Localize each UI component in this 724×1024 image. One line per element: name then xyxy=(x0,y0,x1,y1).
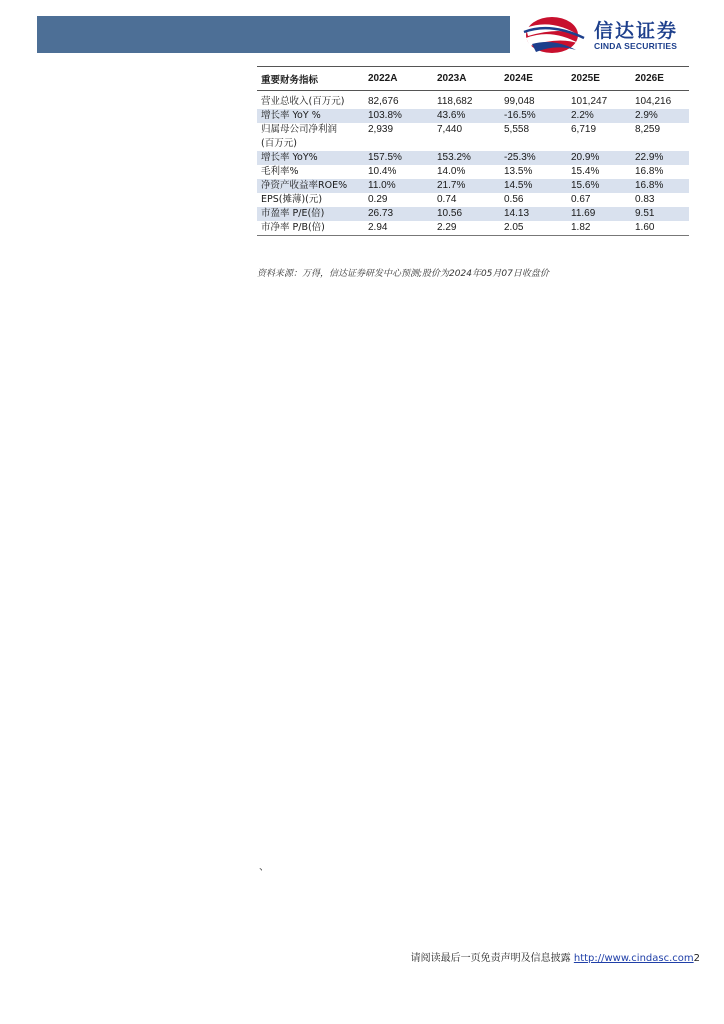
header-2024e: 2024E xyxy=(500,67,567,91)
logo-emblem-icon xyxy=(522,14,590,56)
cell: 14.0% xyxy=(437,166,466,177)
row-label: 净资产收益率ROE% xyxy=(257,179,364,193)
row-label: EPS(摊薄)(元) xyxy=(261,194,323,205)
cell: 104,216 xyxy=(635,96,672,107)
cell: 0.56 xyxy=(504,194,524,205)
cell: 21.7% xyxy=(433,179,500,193)
cell: 13.5% xyxy=(504,166,533,177)
company-logo xyxy=(522,14,702,56)
cell: -25.3% xyxy=(500,151,567,165)
disclaimer-text: 请阅读最后一页免责声明及信息披露 xyxy=(410,953,574,964)
cell: 10.56 xyxy=(433,207,500,221)
cell: 0.29 xyxy=(368,194,388,205)
table-row xyxy=(257,179,689,193)
row-label: 增长率 YoY% xyxy=(257,151,364,165)
cell: 99,048 xyxy=(504,96,535,107)
cell: 2.9% xyxy=(631,109,689,123)
row-label: 毛利率% xyxy=(261,166,299,177)
financial-indicators-table xyxy=(257,66,689,236)
table-row xyxy=(257,95,689,109)
cell: 8,259 xyxy=(635,124,661,135)
cell: 101,247 xyxy=(571,96,608,107)
cell: 2,939 xyxy=(368,124,394,135)
row-label-line1: 归属母公司净利润 xyxy=(261,124,338,135)
cell: 22.9% xyxy=(631,151,689,165)
cell: 11.69 xyxy=(567,207,631,221)
cell: 43.6% xyxy=(433,109,500,123)
row-label: 营业总收入(百万元) xyxy=(261,96,345,107)
cell: 0.83 xyxy=(635,194,655,205)
header-indicator: 重要财务指标 xyxy=(257,67,364,91)
row-label: 市净率 P/B(倍) xyxy=(257,221,364,236)
row-label: 市盈率 P/E(倍) xyxy=(257,207,364,221)
logo-name-cn: 信达证券 xyxy=(594,20,679,42)
cell: 7,440 xyxy=(437,124,463,135)
cell: 153.2% xyxy=(433,151,500,165)
cell: 118,682 xyxy=(437,96,473,107)
cell: 1.60 xyxy=(631,221,689,236)
website-link[interactable]: http://www.cindasc.com xyxy=(573,953,694,964)
cell: 9.51 xyxy=(631,207,689,221)
cell: 11.0% xyxy=(364,179,433,193)
cell: 157.5% xyxy=(364,151,433,165)
cell: 2.29 xyxy=(433,221,500,236)
header-2022a: 2022A xyxy=(364,67,433,91)
source-note: 资料来源：万得，信达证券研发中心预测;股价为2024年05月07日收盘价 xyxy=(257,269,549,279)
cell: 0.67 xyxy=(571,194,591,205)
table-row xyxy=(257,165,689,179)
cell: 10.4% xyxy=(368,166,397,177)
cell: 2.05 xyxy=(500,221,567,236)
cell: 15.4% xyxy=(571,166,600,177)
table-row xyxy=(257,151,689,165)
page-number: 2 xyxy=(693,953,700,964)
cell: 26.73 xyxy=(364,207,433,221)
table-row xyxy=(257,207,689,221)
row-label xyxy=(257,123,364,151)
cell: 16.8% xyxy=(631,179,689,193)
cell: -16.5% xyxy=(500,109,567,123)
header-2026e: 2026E xyxy=(631,67,689,91)
table-row xyxy=(257,193,689,207)
cell: 14.5% xyxy=(500,179,567,193)
cell: 16.8% xyxy=(635,166,664,177)
row-label: 增长率 YoY % xyxy=(257,109,364,123)
header-2023a: 2023A xyxy=(433,67,500,91)
page-footer xyxy=(411,949,700,964)
cell: 82,676 xyxy=(368,96,399,107)
table-header-row xyxy=(257,67,689,91)
cell: 2.94 xyxy=(364,221,433,236)
cell: 2.2% xyxy=(567,109,631,123)
cell: 14.13 xyxy=(500,207,567,221)
cell: 103.8% xyxy=(364,109,433,123)
cell: 6,719 xyxy=(571,124,597,135)
stray-mark: 、 xyxy=(259,862,269,873)
table-row xyxy=(257,109,689,123)
table-row xyxy=(257,221,689,236)
table-row xyxy=(257,123,689,151)
logo-name-en: CINDA SECURITIES xyxy=(594,41,678,51)
cell: 20.9% xyxy=(567,151,631,165)
cell: 0.74 xyxy=(437,194,457,205)
cell: 1.82 xyxy=(567,221,631,236)
cell: 5,558 xyxy=(504,124,530,135)
row-label-line2: (百万元) xyxy=(261,138,297,149)
header-banner xyxy=(37,16,510,53)
cell: 15.6% xyxy=(567,179,631,193)
header-2025e: 2025E xyxy=(567,67,631,91)
